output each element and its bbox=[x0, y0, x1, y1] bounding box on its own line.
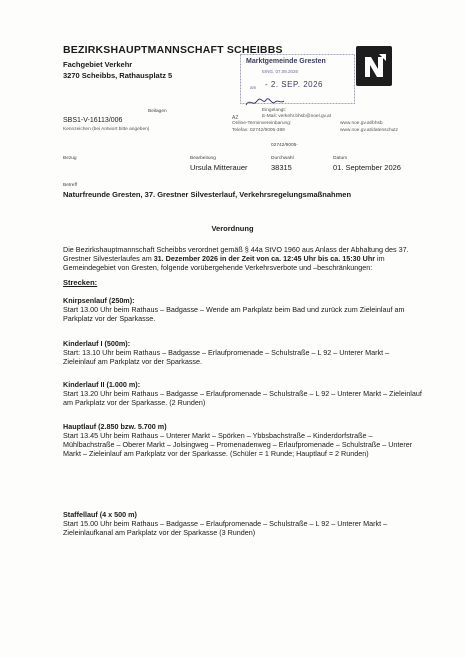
contact-eingelangt: Eingelangt: bbox=[262, 108, 287, 113]
az-label: AZ bbox=[232, 115, 239, 121]
noe-logo bbox=[356, 46, 392, 86]
beilagen-label: Beilagen bbox=[148, 109, 167, 114]
route-text: Start 13.00 Uhr beim Rathaus – Badgasse – Wende am Parkplatz beim Bad und zurück zum Zieleinlauf am Parkplatz vor der Sparkasse. bbox=[63, 305, 405, 323]
intro-text-a: Die Bezirkshauptmannschaft Scheibbs verordnet gemäß § 44a StVO 1960 aus Anlass der Abhaltung des 37. Grestner Silvesterlaufes am bbox=[63, 245, 409, 263]
aktenzeichen-note: Kennzeichen (bei Antwort bitte angeben) bbox=[63, 127, 150, 132]
route-heading: Kinderlauf I (500m): bbox=[63, 339, 131, 348]
betreff-label: Betreff bbox=[63, 183, 78, 188]
stamp-title: Marktgemeinde Gresten bbox=[246, 58, 326, 65]
betreff-text: Naturfreunde Gresten, 37. Grestner Silvesterlauf, Verkehrsregelungsmaßnahmen bbox=[63, 190, 352, 199]
organization-name: BEZIRKSHAUPTMANNSCHAFT SCHEIBBS bbox=[63, 44, 283, 56]
route-section bbox=[63, 339, 423, 366]
route-heading: Staffellauf (4 x 500 m) bbox=[63, 510, 137, 519]
durchwahl-value: 38315 bbox=[271, 163, 292, 172]
datum-label: Datum bbox=[333, 156, 348, 161]
strecken-heading: Strecken: bbox=[63, 278, 98, 287]
department: Fachgebiet Verkehr bbox=[63, 60, 133, 69]
address: 3270 Scheibbs, Rathausplatz 5 bbox=[63, 71, 173, 80]
intro-date-time: 31. Dezember 2026 in der Zeit von ca. 12:45 Uhr bis ca. 15:30 Uhr bbox=[153, 254, 376, 263]
intro-paragraph bbox=[63, 245, 423, 272]
route-heading: Knirpsenlauf (250m): bbox=[63, 296, 135, 305]
contact-telefax: Telefax: 02742/9005-389 bbox=[232, 128, 285, 133]
route-text: Start: 13.10 Uhr beim Rathaus – Badgasse – Erlaufpromenade – Schulstraße – L 92 – Unterer Markt – Zieleinlauf am Parkplatz vor der Sparkasse. bbox=[63, 348, 390, 366]
durchwahl-label: Durchwahl bbox=[271, 156, 294, 161]
route-section bbox=[63, 510, 423, 537]
bearbeitung-label: Bearbeitung bbox=[190, 156, 216, 161]
route-heading: Hauptlauf (2.850 bzw. 5.700 m) bbox=[63, 422, 167, 431]
aktenzeichen: SBS1-V-16113/006 bbox=[63, 117, 123, 124]
handwritten-signature bbox=[244, 96, 314, 108]
contact-online-termin: Online-Terminvereinbarung: bbox=[232, 121, 292, 126]
contact-web-bhsb: www.noe.gv.at/bhsb bbox=[340, 121, 383, 126]
route-text: Start 13.20 Uhr beim Rathaus – Badgasse – Erlaufpromenade – Schulstraße – L 92 – Unterer Markt – Zieleinlauf am Parkplatz vor der Sparkasse. (2 Runden) bbox=[63, 389, 422, 407]
document-title: Verordnung bbox=[211, 224, 254, 233]
route-section bbox=[63, 422, 423, 458]
datum-value: 01. September 2026 bbox=[333, 163, 401, 172]
route-section bbox=[63, 380, 423, 407]
intro-text-c: im Gemeindegebiet von Gresten, folgende vorübergehende Verkehrsverbote und –beschränkungen: bbox=[63, 254, 385, 272]
stamp-am-label: am bbox=[250, 85, 257, 90]
stamp-subtitle: EING. 07.09.2026 bbox=[262, 69, 299, 74]
route-section bbox=[63, 296, 423, 323]
bezug-label: Bezug bbox=[63, 156, 77, 161]
stamp-date: - 2. SEP. 2026 bbox=[265, 80, 323, 89]
durchwahl-prefix: 02742/9005- bbox=[271, 143, 298, 148]
bearbeitung-value: Ursula Mitterauer bbox=[190, 163, 248, 172]
route-heading: Kinderlauf II (1.000 m): bbox=[63, 380, 141, 389]
contact-web-datenschutz: www.noe.gv.at/datenschutz bbox=[340, 128, 399, 133]
route-text: Start 13.45 Uhr beim Rathaus – Unterer Markt – Spörken – Ybbsbachstraße – Kinderdorfstraße – Mühlbachstraße – Oberer Markt – Jolsingweg – Promenadenweg – Erlaufpromenade – Schulstraße – Unterer Markt – Zieleinlauf am Parkplatz vor der Sparkasse. (Schüler = 1 Runde; Hauptlauf = 2 Runden) bbox=[63, 431, 413, 458]
contact-email: E-Mail: verkehr.bhsb@noel.gv.at bbox=[262, 114, 332, 119]
route-text: Start 15.00 Uhr beim Rathaus – Badgasse – Erlaufpromenade – Schulstraße – L 92 – Unterer Markt – Zieleinlaufkanal am Parkplatz vor der Sparkasse (3 Runden) bbox=[63, 519, 388, 537]
